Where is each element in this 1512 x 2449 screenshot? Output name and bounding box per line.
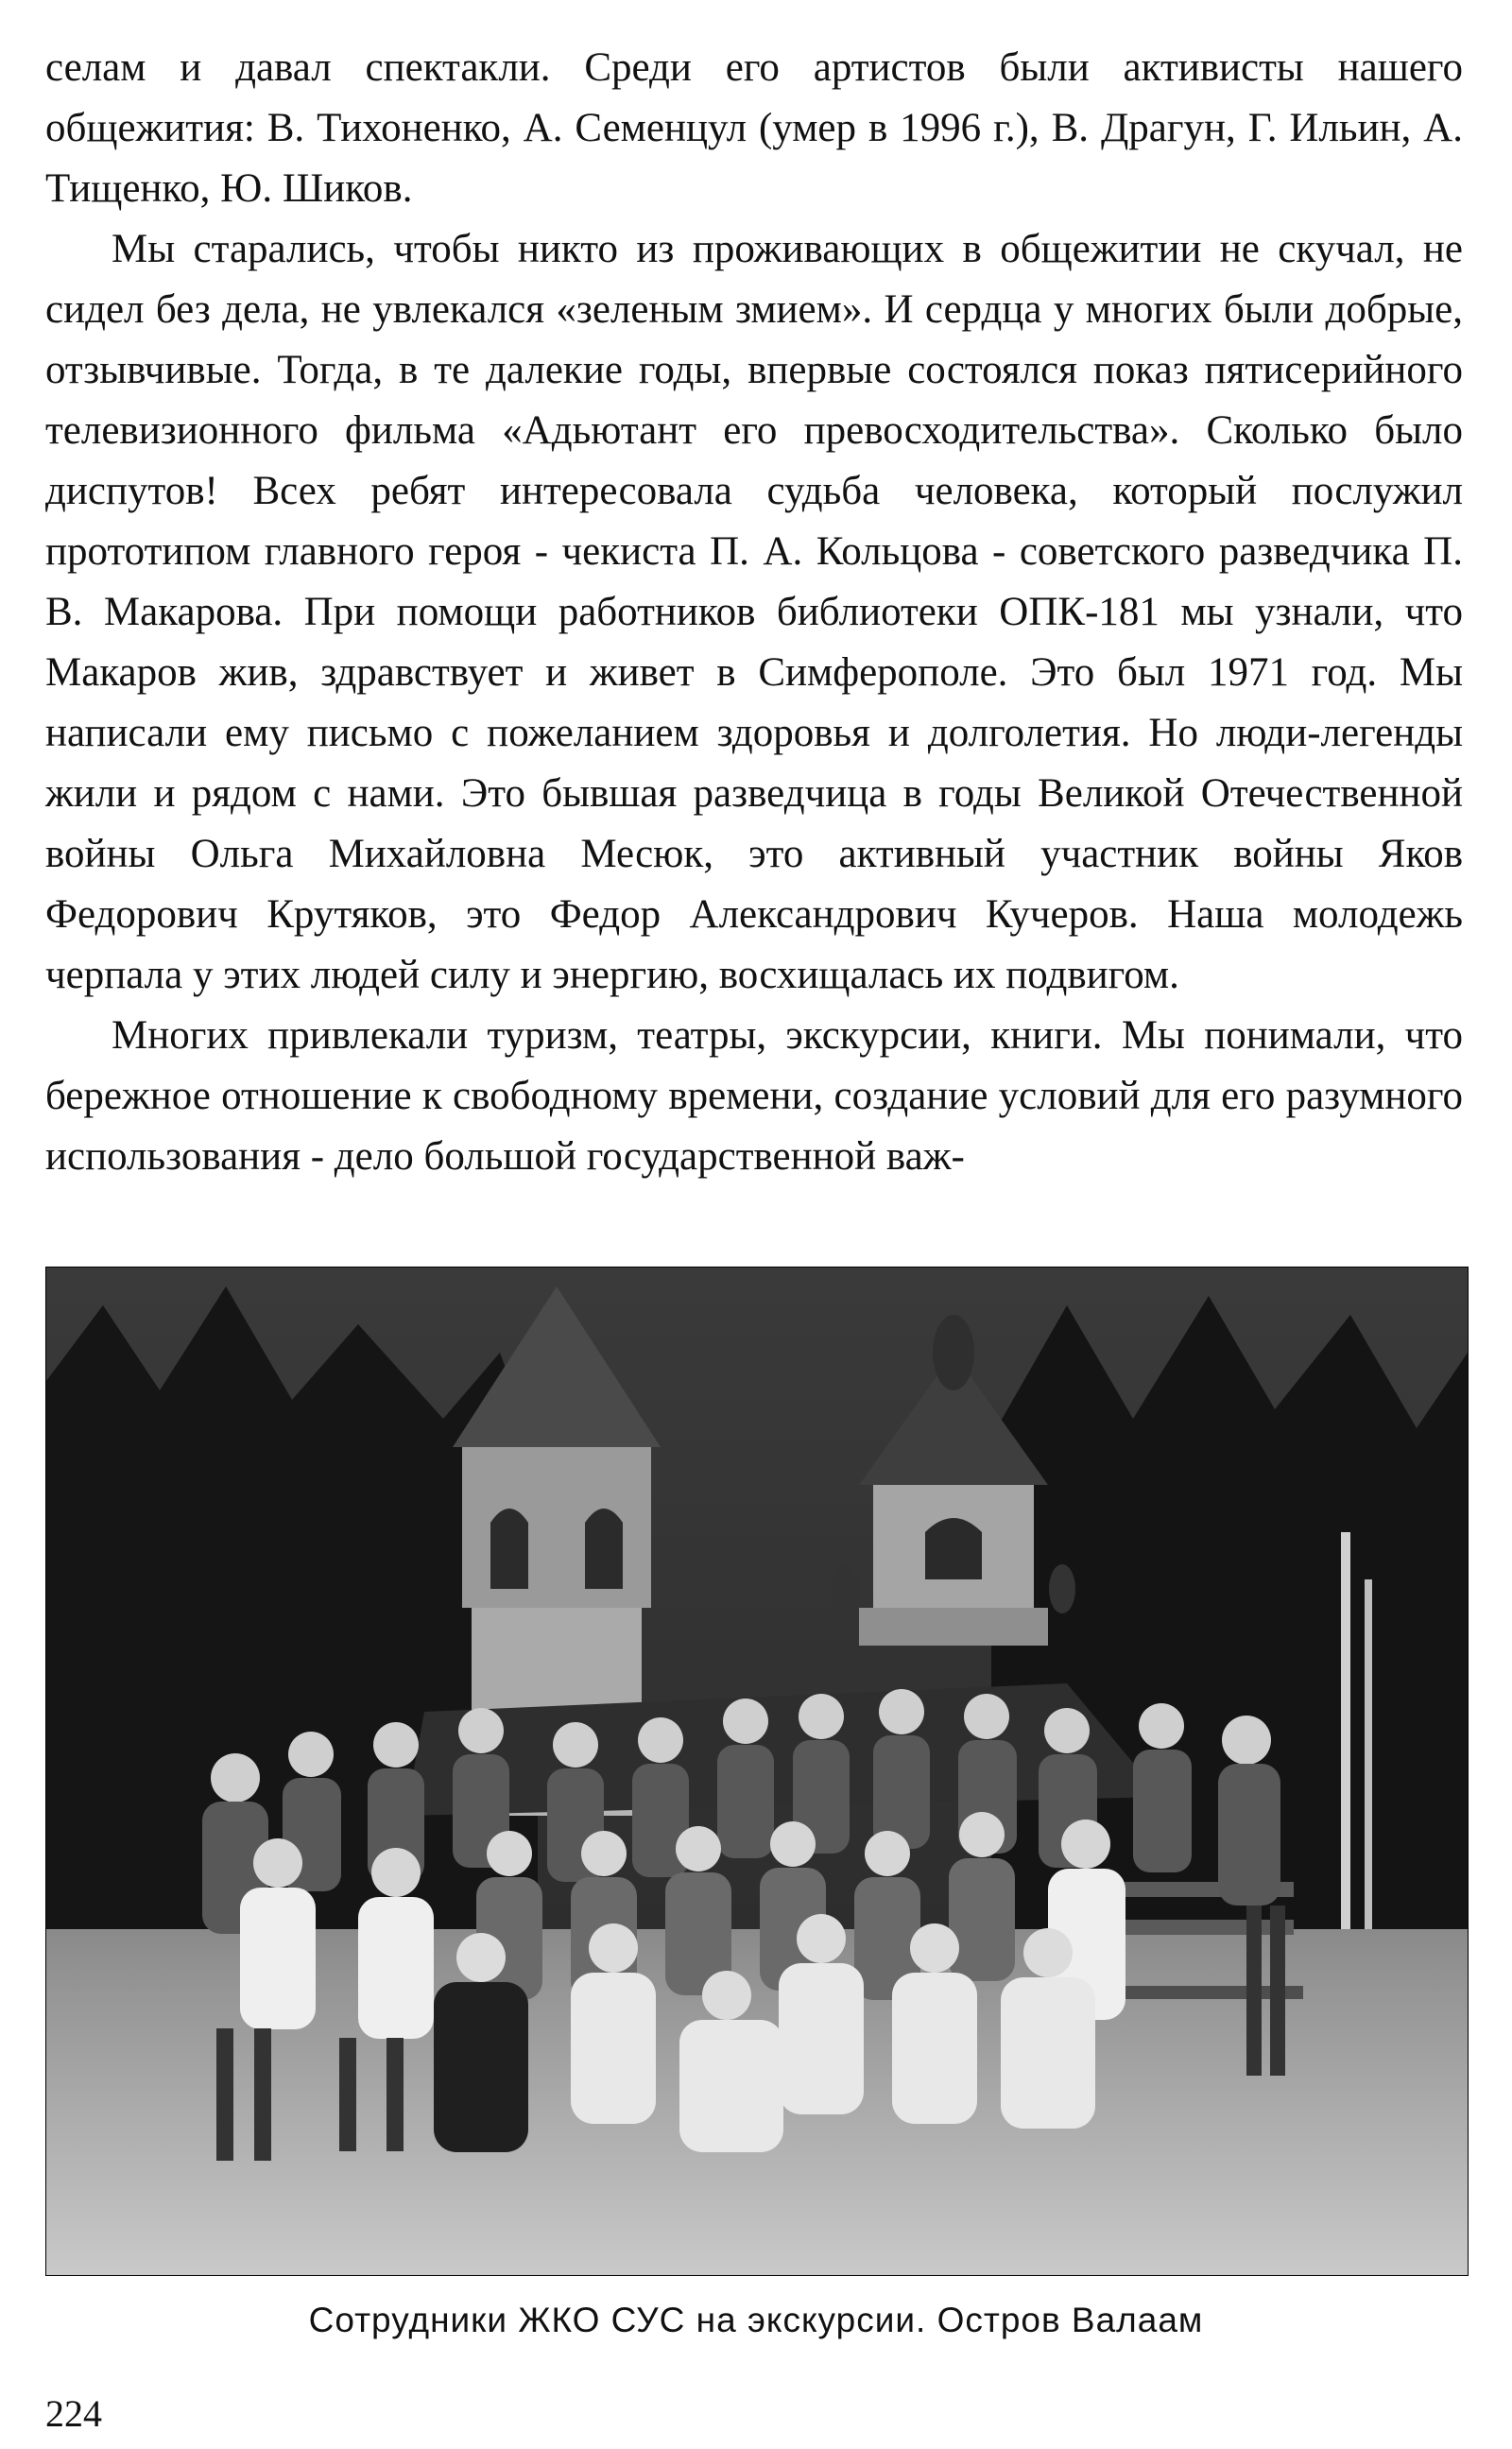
body-text — [45, 38, 1463, 1187]
paragraph-continuation: селам и давал спектакли. Среди его артистов были активисты нашего общежития: В. Тихоненко, А. Семенцул (умер в 1996 г.), В. Драгун, Г. Ильин, А. Тищенко, Ю. Шиков. — [45, 45, 1463, 211]
page-number: 224 — [45, 2392, 102, 2435]
paragraph-dormitory-life: Мы старались, чтобы никто из проживающих в общежитии не скучал, не сидел без дела, не увлекался «зеленым змием». И сердца у многих были добрые, отзывчивые. Тогда, в те далекие годы, впервые состоялся показ пятисерийного телевизионного фильма «Адьютант его превосходительства». Сколько было диспутов! Всех ребят интересовала судьба человека, который послужил прототипом главного героя - чекиста П. А. Кольцова - советского разведчика П. В. Макарова. При помощи работников библиотеки ОПК-181 мы узнали, что Макаров жив, здравствует и живет в Симферополе. Это был 1971 год. Мы написали ему письмо с пожеланием здоровья и долголетия. Но люди-легенды жили и рядом с нами. Это бывшая разведчица в годы Великой Отечественной войны Ольга Михайловна Месюк, это активный участник войны Яков Федорович Крутяков, это Федор Александрович Кучеров. Наша молодежь черпала у этих людей силу и энергию, восхищалась их подвигом. — [45, 227, 1463, 997]
photo-illustration — [46, 1268, 1468, 2275]
photo-caption: Сотрудники ЖКО СУС на экскурсии. Остров Валаам — [308, 2301, 1204, 2339]
group-photo — [45, 1267, 1469, 2276]
paragraph-leisure: Многих привлекали туризм, театры, экскурсии, книги. Мы понимали, что бережное отношение к свободному времени, создание условий для его разумного использования - дело большой государственной важ- — [45, 1013, 1463, 1179]
